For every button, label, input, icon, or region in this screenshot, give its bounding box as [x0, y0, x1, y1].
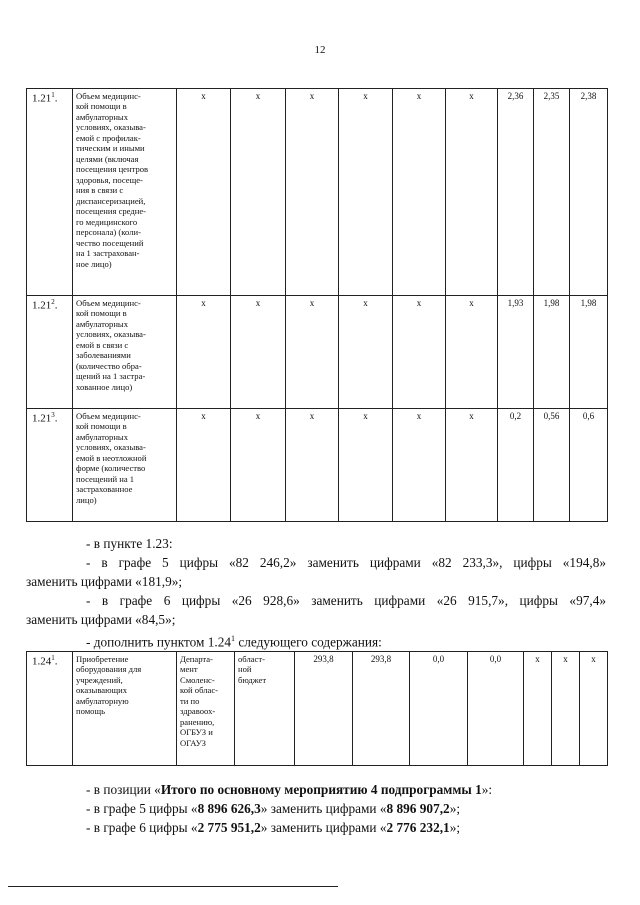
text-line: - в графе 5 цифры «82 246,2» заменить цифрами «82 233,3», цифры «194,8»	[86, 555, 606, 570]
text-line: заменить цифрами «84,5»;	[26, 612, 176, 627]
table-cell: х	[552, 652, 580, 766]
table-cell: х	[177, 296, 231, 409]
table-cell: х	[231, 296, 286, 409]
table-cell: х	[393, 409, 446, 522]
row-description: Приобретение оборудования для учреждений, оказывающих амбулаторную помощь	[73, 652, 177, 766]
table-row	[27, 409, 608, 522]
row-number: 1.21$^2$.	[27, 296, 73, 409]
table-cell: х	[339, 296, 393, 409]
table-cell: 0,0	[468, 652, 524, 766]
table-cell: х	[393, 89, 446, 296]
table-cell: х	[286, 409, 339, 522]
row-description: Объем медицинс- кой помощи в амбулаторных условиях, оказыва- емой в связи с заболеваниями (количество обра- щений на 1 застра- хованное лицо)	[73, 296, 177, 409]
text-line: - в графе 6 цифры «26 928,6» заменить цифрами «26 915,7», цифры «97,4»	[86, 593, 606, 608]
table-cell: 1,98	[570, 296, 608, 409]
text-line: - в позиции «Итого по основному мероприятию 4 подпрограммы 1»:	[86, 782, 493, 797]
row-number: 1.21$^3$.	[27, 409, 73, 522]
footer-divider	[8, 886, 338, 887]
table-cell: 0,2	[498, 409, 534, 522]
table-cell: 2,36	[498, 89, 534, 296]
table-cell: х	[446, 89, 498, 296]
table-cell: х	[580, 652, 608, 766]
table-cell: х	[339, 89, 393, 296]
table-cell: 2,38	[570, 89, 608, 296]
row-number: 1.24$^1$.	[27, 652, 73, 766]
text-line: заменить цифрами «181,9»;	[26, 574, 183, 589]
table-cell: 1,93	[498, 296, 534, 409]
table-cell: х	[286, 296, 339, 409]
table-cell: 1,98	[534, 296, 570, 409]
table-cell: 293,8	[295, 652, 353, 766]
text-line: - дополнить пунктом 1.24$^1$ следующего содержания:	[86, 634, 382, 650]
page-number: 12	[314, 44, 326, 56]
text-line: - в графе 6 цифры «2 775 951,2» заменить цифрами «2 776 232,1»;	[86, 820, 461, 835]
table-cell: х	[446, 409, 498, 522]
text-line: - в графе 5 цифры «8 896 626,3» заменить цифрами «8 896 907,2»;	[86, 801, 461, 816]
table-cell: х	[286, 89, 339, 296]
table-cell: х	[177, 89, 231, 296]
table-cell: х	[524, 652, 552, 766]
table-cell: х	[393, 296, 446, 409]
table-1	[26, 88, 608, 522]
table-cell: х	[339, 409, 393, 522]
table-row	[27, 89, 608, 296]
table-cell: х	[231, 409, 286, 522]
table-cell: х	[446, 296, 498, 409]
row-number: 1.21$^1$.	[27, 89, 73, 296]
table-cell: 0,6	[570, 409, 608, 522]
text-line: - в пункте 1.23:	[86, 536, 173, 551]
table-cell: 0,0	[410, 652, 468, 766]
table-cell: х	[231, 89, 286, 296]
executor-cell: Департа- мент Смоленс- кой облас- ти по здравоох- ранению, ОГБУЗ и ОГАУЗ	[177, 652, 235, 766]
row-description: Объем медицинс- кой помощи в амбулаторных условиях, оказыва- емой в неотложной форме (количество посещений на 1 застрахованное лицо)	[73, 409, 177, 522]
table-cell: 2,35	[534, 89, 570, 296]
row-description: Объем медицинс- кой помощи в амбулаторных условиях, оказыва- емой с профилак- тическим и иными целями (включая посещения центров здоровья, посеще- ния в связи с диспансеризацией, посещения средне- го медицинского персонала) (коли- чество посещений на 1 застрахован- ное лицо)	[73, 89, 177, 296]
table-2	[26, 651, 608, 766]
funding-source-cell: област- ной бюджет	[235, 652, 295, 766]
table-row	[27, 296, 608, 409]
table-cell: 0,56	[534, 409, 570, 522]
table-row	[27, 652, 608, 766]
table-cell: 293,8	[353, 652, 410, 766]
table-cell: х	[177, 409, 231, 522]
